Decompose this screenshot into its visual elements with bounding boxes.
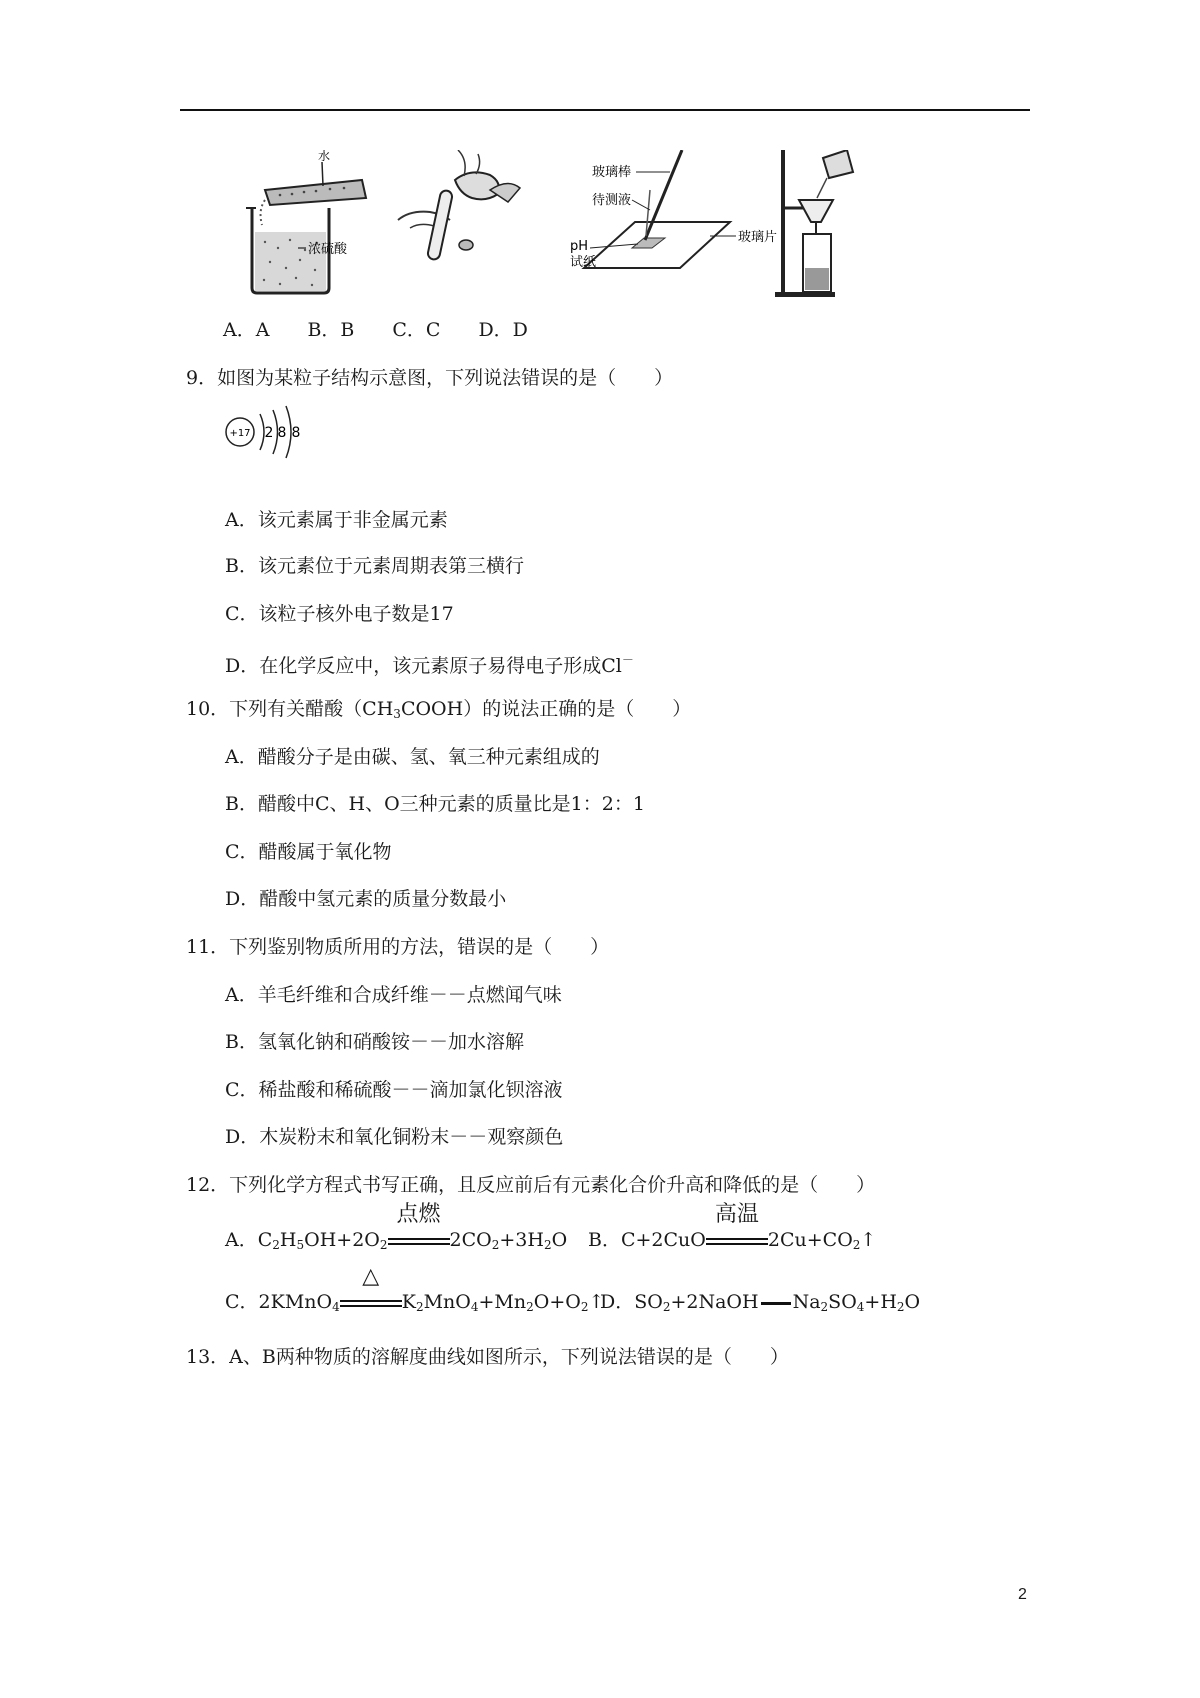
header-rule [180, 109, 1030, 111]
label-glass-sheet: 玻璃片 [738, 230, 778, 245]
q13-stem: 13．A、B两种物质的溶解度曲线如图所示，下列说法错误的是（ ） [186, 1346, 789, 1368]
equals-sign: △ [340, 1291, 402, 1315]
q11-option-d: D．木炭粉末和氧化铜粉末－－观察颜色 [225, 1126, 564, 1148]
shell-3: 8 [291, 425, 301, 441]
label-test-paper: 试纸 [570, 255, 597, 270]
label-glass-rod: 玻璃棒 [592, 165, 632, 180]
page-number: 2 [1018, 1586, 1027, 1603]
figure-b [398, 150, 520, 260]
label-conc-acid: 浓硫酸 [308, 242, 348, 257]
q12-stem: 12．下列化学方程式书写正确，且反应前后有元素化合价升高和降低的是（ ） [186, 1174, 876, 1196]
q9-option-c: C．该粒子核外电子数是17 [225, 603, 454, 625]
q12-option-a: A．$C_2H_5OH+2O_2$ 点燃 $2CO_2+3H_2O$ [225, 1202, 568, 1252]
q10-option-d: D．醋酸中氢元素的质量分数最小 [225, 888, 507, 910]
equals-sign [761, 1302, 791, 1305]
figure-c [570, 150, 777, 270]
q10-stem: 10．下列有关醋酸$(CH_3COOH)$的说法正确的是（ ） [186, 698, 692, 721]
equals-sign: 高温 [706, 1229, 768, 1253]
label-ph: pH [570, 239, 589, 254]
equals-sign: 点燃 [388, 1229, 450, 1253]
figure-a [246, 150, 366, 293]
shell-2: 8 [277, 425, 287, 441]
figure-d [775, 150, 853, 297]
atom-structure-diagram [222, 404, 312, 466]
q12-option-d: D．$SO_2+2NaOH$ $Na_2SO_4+H_2O$ [600, 1291, 921, 1314]
q9-option-d: D．在化学反应中，该元素原子易得电子形成Cl－ [225, 653, 634, 677]
q9-option-a: A．该元素属于非金属元素 [225, 509, 448, 531]
q10-option-b: B．醋酸中C、H、O三种元素的质量比是1：2：1 [225, 793, 645, 815]
label-water: 水 [318, 150, 331, 163]
q10-option-c: C．醋酸属于氧化物 [225, 841, 392, 863]
q11-option-b: B．氢氧化钠和硝酸铵－－加水溶解 [225, 1031, 524, 1053]
q9-stem: 9．如图为某粒子结构示意图，下列说法错误的是（ ） [186, 367, 674, 389]
q12-option-c: C．2KMnO$_4$ △ $K_2MnO_4+Mn_2O+O_2↑$ [225, 1264, 605, 1314]
q9-option-b: B．该元素位于元素周期表第三横行 [225, 555, 524, 577]
nucleus-charge: +17 [229, 428, 251, 439]
q10-option-a: A．醋酸分子是由碳、氢、氧三种元素组成的 [225, 746, 600, 768]
q12-option-b: B．C+2CuO 高温 $2Cu+CO_2↑$ [588, 1202, 877, 1252]
q11-option-c: C．稀盐酸和稀硫酸－－滴加氯化钡溶液 [225, 1079, 563, 1101]
q8-options: A．A B．B C．C D．D [223, 319, 528, 341]
q11-option-a: A．羊毛纤维和合成纤维－－点燃闻气味 [225, 984, 562, 1006]
experiment-figures [220, 150, 940, 300]
q11-stem: 11．下列鉴别物质所用的方法，错误的是（ ） [186, 936, 610, 958]
label-test-liquid: 待测液 [592, 193, 632, 208]
shell-1: 2 [264, 425, 274, 441]
